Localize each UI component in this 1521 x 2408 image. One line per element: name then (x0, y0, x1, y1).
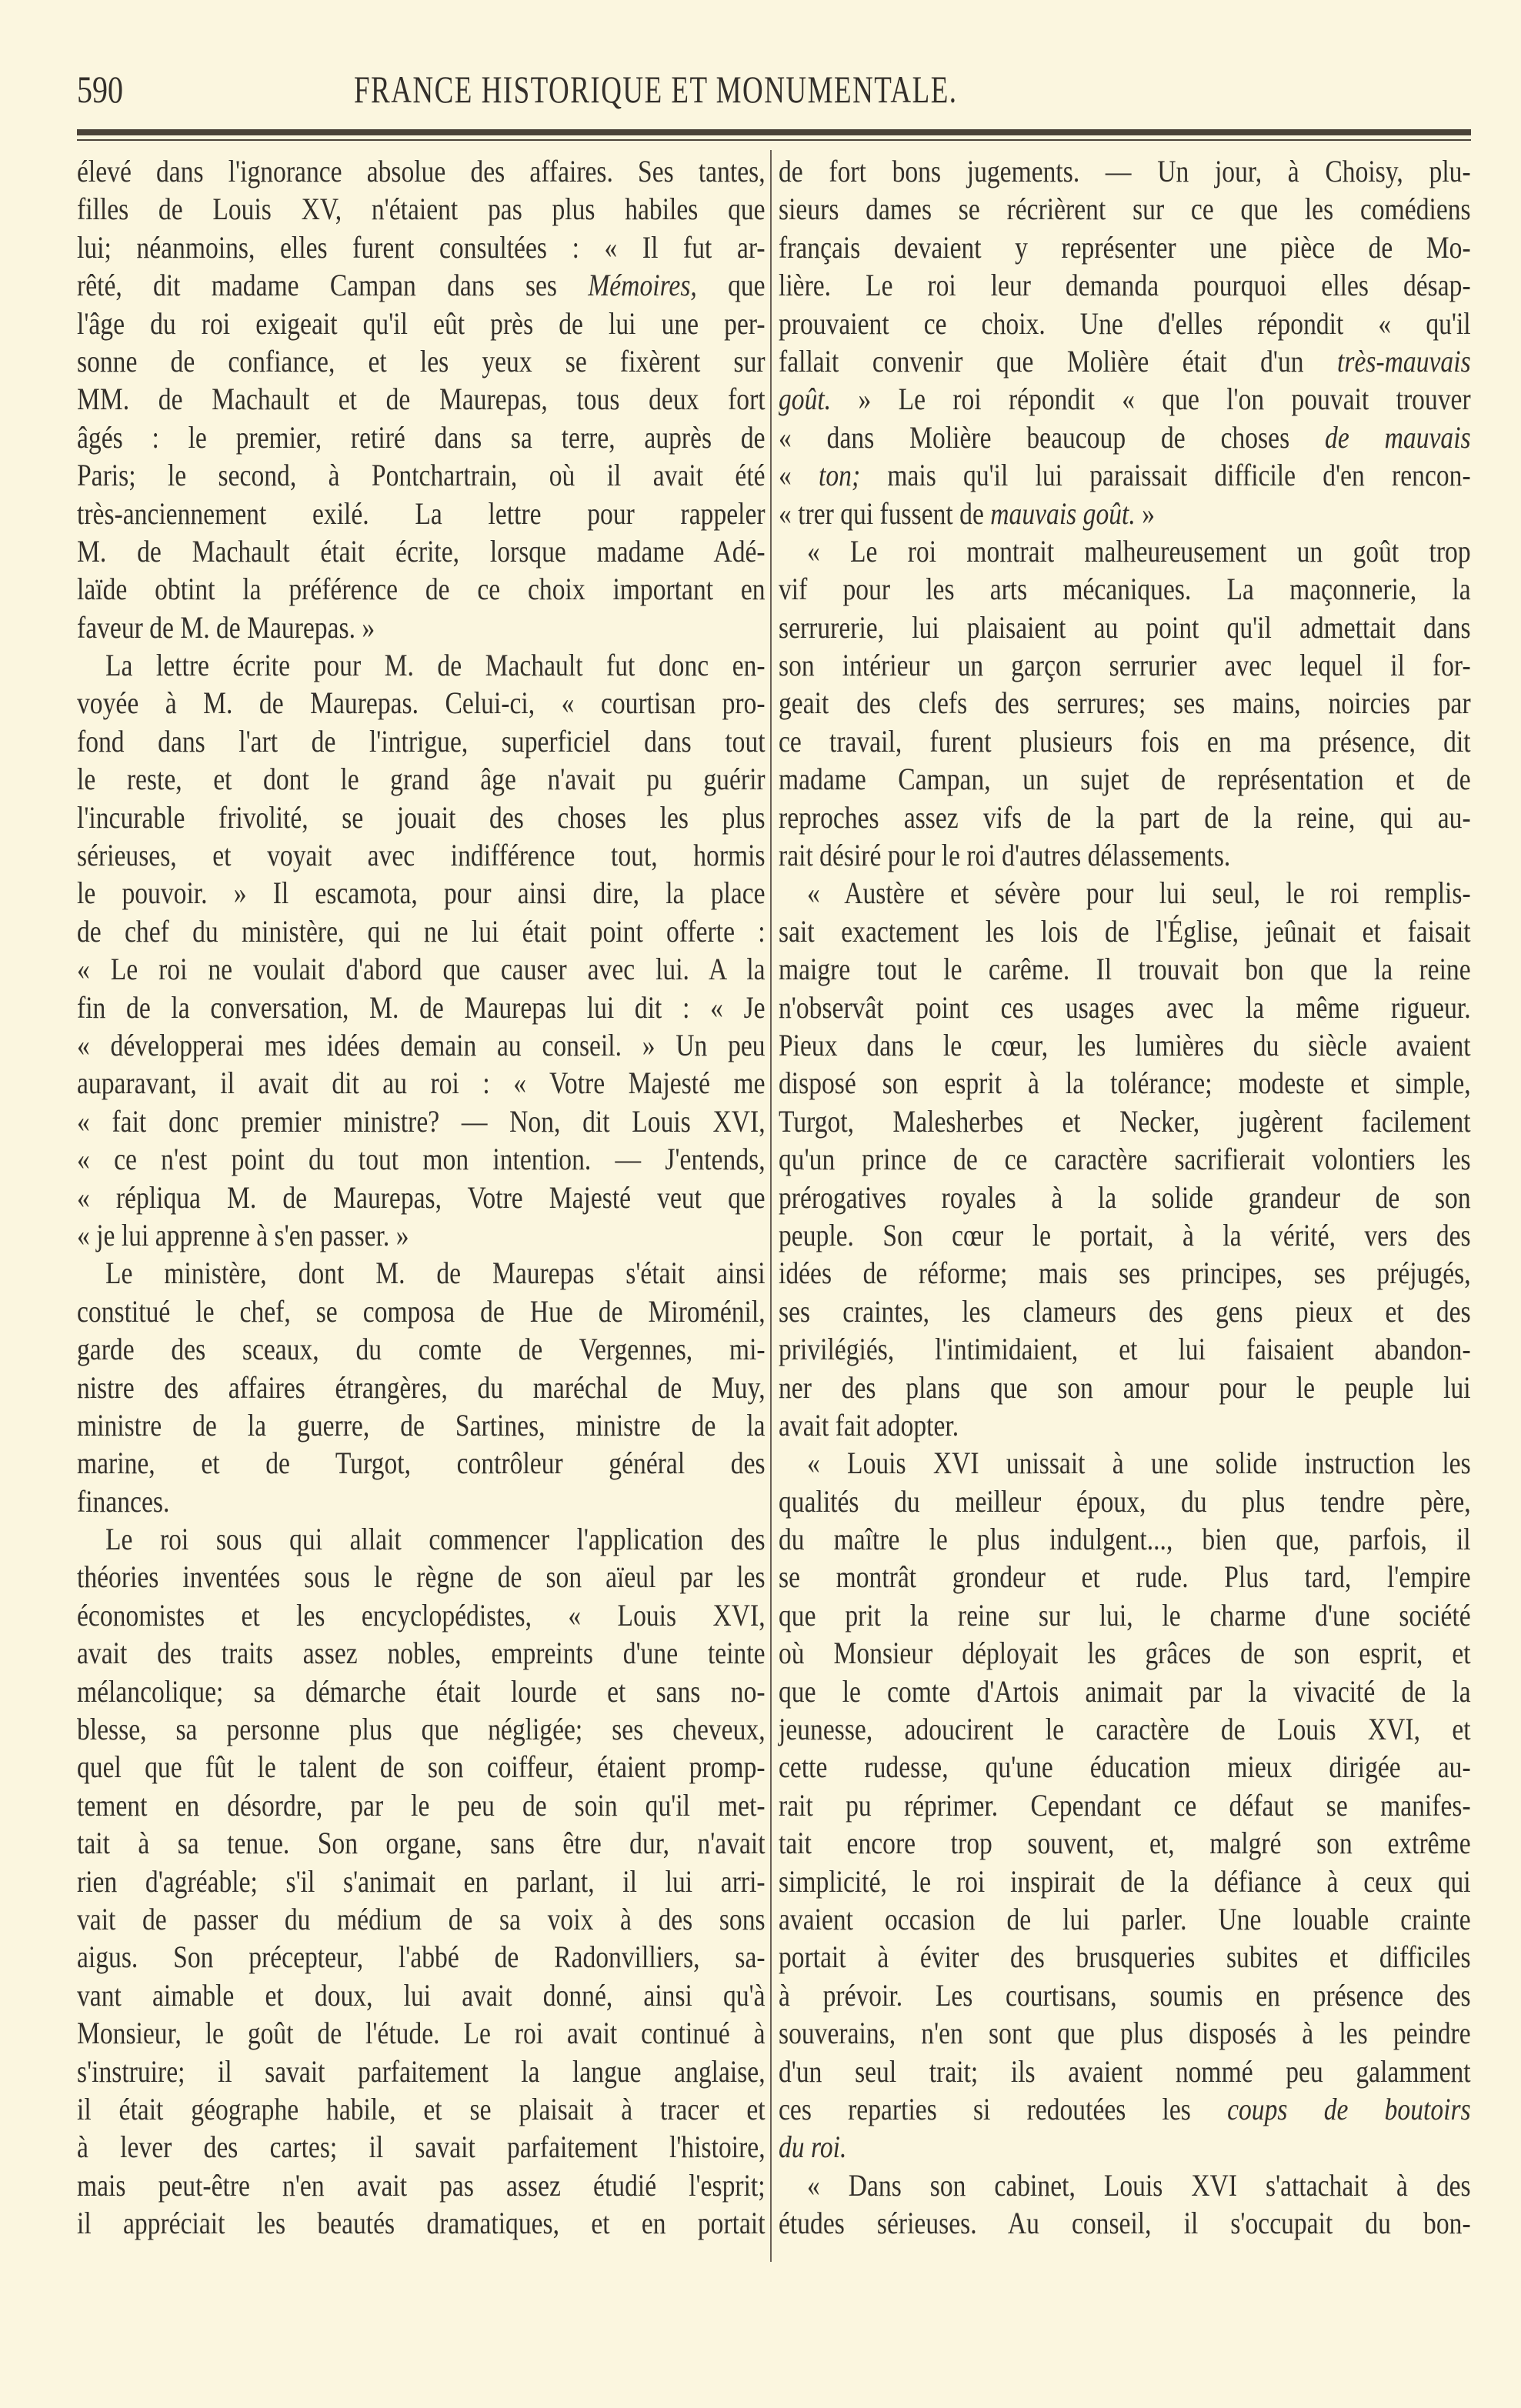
text-line: français devaient y représenter une pièce de Mo- (779, 229, 1471, 265)
text-line: M. de Machault était écrite, lorsque madame Adé- (77, 533, 766, 569)
paragraph (779, 152, 1471, 532)
text-line: avait des traits assez nobles, empreints d'une teinte (77, 1636, 766, 1671)
text-line: le reste, et dont le grand âge n'avait pu guérir (77, 762, 766, 797)
right-column (779, 152, 1471, 2242)
text-line: que le comte d'Artois animait par la vivacité de la (779, 1673, 1471, 1709)
text-line (779, 456, 1471, 494)
text-line: élevé dans l'ignorance absolue des affaires. Ses tantes, (77, 154, 766, 188)
text-line (779, 2090, 1471, 2128)
text-line: finances. (77, 1483, 170, 1519)
text-line: disposé son esprit à la tolérance; modeste et simple, (779, 1066, 1471, 1101)
text-line: Pieux dans le cœur, les lumières du siècle avaient (779, 1027, 1471, 1062)
text-line (779, 342, 1471, 380)
text-line (779, 2128, 1471, 2166)
text-line: garde des sceaux, du comte de Vergennes, mi- (77, 1332, 766, 1367)
text-line: ses craintes, les clameurs des gens pieux et des (779, 1293, 1471, 1329)
text-line (77, 266, 766, 304)
text-line: madame Campan, un sujet de représentation et de (779, 762, 1471, 797)
text-line: mais peut-être n'en avait pas assez étudié l'esprit; (77, 2167, 766, 2203)
text-line: très-anciennement exilé. La lettre pour rappeler (77, 495, 766, 531)
text-line: qu'un prince de ce caractère sacrifierait volontiers les (779, 1142, 1471, 1177)
text-line: du maître le plus indulgent..., bien que, parfois, il (779, 1522, 1471, 1557)
text-line: avaient occasion de lui parler. Une louable crainte (779, 1901, 1471, 1936)
text-line: « Le roi ne voulait d'abord que causer avec lui. A la (77, 952, 766, 987)
text-line: « je lui apprenne à s'en passer. » (77, 1217, 409, 1252)
text-line: cette rudesse, qu'une éducation mieux dirigée au- (779, 1749, 1471, 1785)
text-line: auparavant, il avait dit au roi : « Votre Majesté me (77, 1066, 766, 1101)
text-line: ce travail, furent plusieurs fois en ma présence, dit (779, 723, 1471, 759)
text-line: où Monsieur déployait les grâces de son esprit, et (779, 1636, 1471, 1671)
text-line: l'incurable frivolité, se jouait des choses les plus (77, 799, 766, 835)
text-line: voyée à M. de Maurepas. Celui-ci, « courtisan pro- (77, 685, 766, 721)
text-line: Paris; le second, à Pontchartrain, où il avait été (77, 458, 766, 493)
text-line: Le ministère, dont M. de Maurepas s'était ainsi (105, 1256, 766, 1291)
text-line: s'instruire; il savait parfaitement la langue anglaise, (77, 2053, 766, 2089)
text-segment: que (696, 268, 766, 303)
paragraph (77, 1254, 766, 1520)
paragraph (779, 2166, 1471, 2243)
text-segment: rêté, dit madame Campan dans ses (77, 268, 589, 303)
text-line: portait à éviter des brusqueries subites et difficiles (779, 1939, 1471, 1975)
text-line: serrurerie, lui plaisaient au point qu'il admettait dans (779, 609, 1471, 645)
text-line: MM. de Machault et de Maurepas, tous deux fort (77, 382, 766, 417)
text-line: sonne de confiance, et les yeux se fixèrent sur (77, 343, 766, 379)
text-line (779, 495, 1471, 532)
column-separator (770, 150, 772, 2262)
text-line: simplicité, le roi inspirait de la défiance à ceux qui (779, 1863, 1471, 1899)
text-line: souverains, n'en sont que plus disposés à les peindre (779, 2016, 1471, 2051)
text-line: maigre tout le carême. Il trouvait bon que la reine (779, 952, 1471, 987)
text-line: études sérieuses. Au conseil, il s'occupait du bon- (779, 2206, 1471, 2241)
text-line: vait de passer du médium de sa voix à des sons (77, 1901, 766, 1936)
paragraph (77, 1520, 766, 2242)
text-line: reproches assez vifs de la part de la reine, qui au- (779, 799, 1471, 835)
italic-text: mauvais goût. (990, 495, 1136, 531)
text-line: rait pu réprimer. Cependant ce défaut se manifes- (779, 1787, 1471, 1823)
text-segment: ces reparties si redoutées les (779, 2091, 1228, 2126)
text-line: sait exactement les lois de l'Église, jeûnait et faisait (779, 913, 1471, 949)
text-line: avait fait adopter. (779, 1407, 959, 1442)
text-line: n'observât point ces usages avec la même rigueur. (779, 989, 1471, 1025)
header-rule-thick (77, 129, 1471, 135)
text-line: faveur de M. de Maurepas. » (77, 609, 375, 645)
text-line (779, 419, 1471, 456)
text-line: « Louis XVI unissait à une solide instruction les (806, 1446, 1471, 1481)
text-line: « ce n'est point du tout mon intention. — J'entends, (77, 1142, 766, 1177)
italic-text: coups de boutoirs (1227, 2091, 1471, 2126)
text-line: qualités du meilleur époux, du plus tendre père, (779, 1483, 1471, 1519)
text-line: jeunesse, adoucirent le caractère de Louis XVI, et (779, 1712, 1471, 1747)
text-line: privilégiés, l'intimidaient, et lui faisaient abandon- (779, 1332, 1471, 1367)
italic-text: Mémoires, (588, 268, 697, 303)
text-line: le pouvoir. » Il escamota, pour ainsi dire, la place (77, 875, 766, 911)
text-line (779, 380, 1471, 418)
text-line: mélancolique; sa démarche était lourde et sans no- (77, 1673, 766, 1709)
text-line: Monsieur, le goût de l'étude. Le roi avait continué à (77, 2016, 766, 2051)
text-line: lui; néanmoins, elles furent consultées : « Il fut ar- (77, 229, 766, 265)
text-line: l'âge du roi exigeait qu'il eût près de lui une per- (77, 305, 766, 341)
paragraph (779, 532, 1471, 875)
italic-text: goût. (779, 382, 832, 417)
text-line: geait des clefs des serrures; ses mains, noircies par (779, 685, 1471, 721)
text-line: tait encore trop souvent, et, malgré son extrême (779, 1826, 1471, 1861)
paragraph (77, 646, 766, 1254)
text-line: fin de la conversation, M. de Maurepas lui dit : « Je (77, 989, 766, 1025)
text-line: lière. Le roi leur demanda pourquoi elles désap- (779, 268, 1471, 303)
italic-text: du roi. (779, 2130, 847, 2165)
text-line: fond dans l'art de l'intrigue, superficiel dans tout (77, 723, 766, 759)
running-title: FRANCE HISTORIQUE ET MONUMENTALE. (354, 68, 958, 111)
text-line: marine, et de Turgot, contrôleur général des (77, 1446, 766, 1481)
text-line: il était géographe habile, et se plaisait à tracer et (77, 2091, 766, 2126)
text-line: « Austère et sévère pour lui seul, le roi remplis- (806, 875, 1471, 911)
text-line: sieurs dames se récrièrent sur ce que les comédiens (779, 192, 1471, 227)
text-segment: « dans Molière beaucoup de choses (779, 419, 1326, 455)
text-line: « Le roi montrait malheureusement un goût trop (806, 533, 1471, 569)
italic-text: de mauvais (1325, 419, 1471, 455)
text-line: vif pour les arts mécaniques. La maçonnerie, la (779, 572, 1471, 607)
text-segment: » Le roi répondit « que l'on pouvait trouver (831, 382, 1471, 417)
text-line: « fait donc premier ministre? — Non, dit Louis XVI, (77, 1103, 766, 1139)
text-line: à lever des cartes; il savait parfaitement l'histoire, (77, 2130, 766, 2165)
text-line: tait à sa tenue. Son organe, sans être dur, n'avait (77, 1826, 766, 1861)
text-line: âgés : le premier, retiré dans sa terre, auprès de (77, 419, 766, 455)
text-line: laïde obtint la préférence de ce choix important en (77, 572, 766, 607)
text-line: théories inventées sous le règne de son aïeul par les (77, 1559, 766, 1595)
text-line: sérieuses, et voyait avec indifférence tout, hormis (77, 838, 766, 873)
text-line: blesse, sa personne plus que négligée; ses cheveux, (77, 1712, 766, 1747)
text-segment: « trer qui fussent de (779, 495, 991, 531)
text-line: ministre de la guerre, de Sartines, ministre de la (77, 1407, 766, 1442)
text-segment: fallait convenir que Molière était d'un (779, 343, 1338, 379)
text-line: filles de Louis XV, n'étaient pas plus habiles que (77, 192, 766, 227)
text-line: tement en désordre, par le peu de soin qu'il met- (77, 1787, 766, 1823)
text-line: de chef du ministère, qui ne lui était point offerte : (77, 913, 766, 949)
text-line: d'un seul trait; ils avaient nommé peu galamment (779, 2053, 1471, 2089)
text-line: économistes et les encyclopédistes, « Louis XVI, (77, 1597, 766, 1633)
paragraph (779, 1444, 1471, 2166)
left-column (77, 152, 766, 2242)
text-line: de fort bons jugements. — Un jour, à Choisy, plu- (779, 154, 1471, 188)
italic-text: ton; (819, 458, 861, 493)
text-segment: « (779, 458, 819, 493)
paragraph (77, 152, 766, 646)
text-line: à prévoir. Les courtisans, soumis en présence des (779, 1977, 1471, 2013)
text-segment: mais qu'il lui paraissait difficile d'en rencon- (860, 458, 1471, 493)
text-line: « Dans son cabinet, Louis XVI s'attachait à des (806, 2167, 1471, 2203)
text-line: ner des plans que son amour pour le peuple lui (779, 1369, 1471, 1405)
text-line: prouvaient ce choix. Une d'elles répondit « qu'il (779, 305, 1471, 341)
text-line: nistre des affaires étrangères, du maréchal de Muy, (77, 1369, 766, 1405)
text-segment: » (1135, 495, 1155, 531)
text-line: « développerai mes idées demain au conseil. » Un peu (77, 1027, 766, 1062)
text-line: Le roi sous qui allait commencer l'application des (105, 1522, 766, 1557)
text-line: rait désiré pour le roi d'autres délassements. (779, 838, 1231, 873)
page-number: 590 (77, 68, 123, 111)
text-line: Turgot, Malesherbes et Necker, jugèrent facilement (779, 1103, 1471, 1139)
text-line: il appréciait les beautés dramatiques, et en portait (77, 2206, 766, 2241)
text-line: La lettre écrite pour M. de Machault fut donc en- (105, 648, 766, 683)
text-line: vant aimable et doux, lui avait donné, ainsi qu'à (77, 1977, 766, 2013)
text-line: peuple. Son cœur le portait, à la vérité, vers des (779, 1217, 1471, 1252)
header-rule-thin (77, 139, 1471, 141)
text-line: aigus. Son précepteur, l'abbé de Radonvilliers, sa- (77, 1939, 766, 1975)
text-line: quel que fût le talent de son coiffeur, étaient promp- (77, 1749, 766, 1785)
paragraph (779, 874, 1471, 1444)
text-line: son intérieur un garçon serrurier avec lequel il for- (779, 648, 1471, 683)
text-line: constitué le chef, se composa de Hue de Miroménil, (77, 1293, 766, 1329)
text-line: idées de réforme; mais ses principes, ses préjugés, (779, 1256, 1471, 1291)
text-line: rien d'agréable; s'il s'animait en parlant, il lui arri- (77, 1863, 766, 1899)
text-line: se montrât grondeur et rude. Plus tard, l'empire (779, 1559, 1471, 1595)
text-line: « répliqua M. de Maurepas, Votre Majesté veut que (77, 1179, 766, 1215)
italic-text: très-mauvais (1337, 343, 1471, 379)
text-line: que prit la reine sur lui, le charme d'une société (779, 1597, 1471, 1633)
text-line: prérogatives royales à la solide grandeur de son (779, 1179, 1471, 1215)
